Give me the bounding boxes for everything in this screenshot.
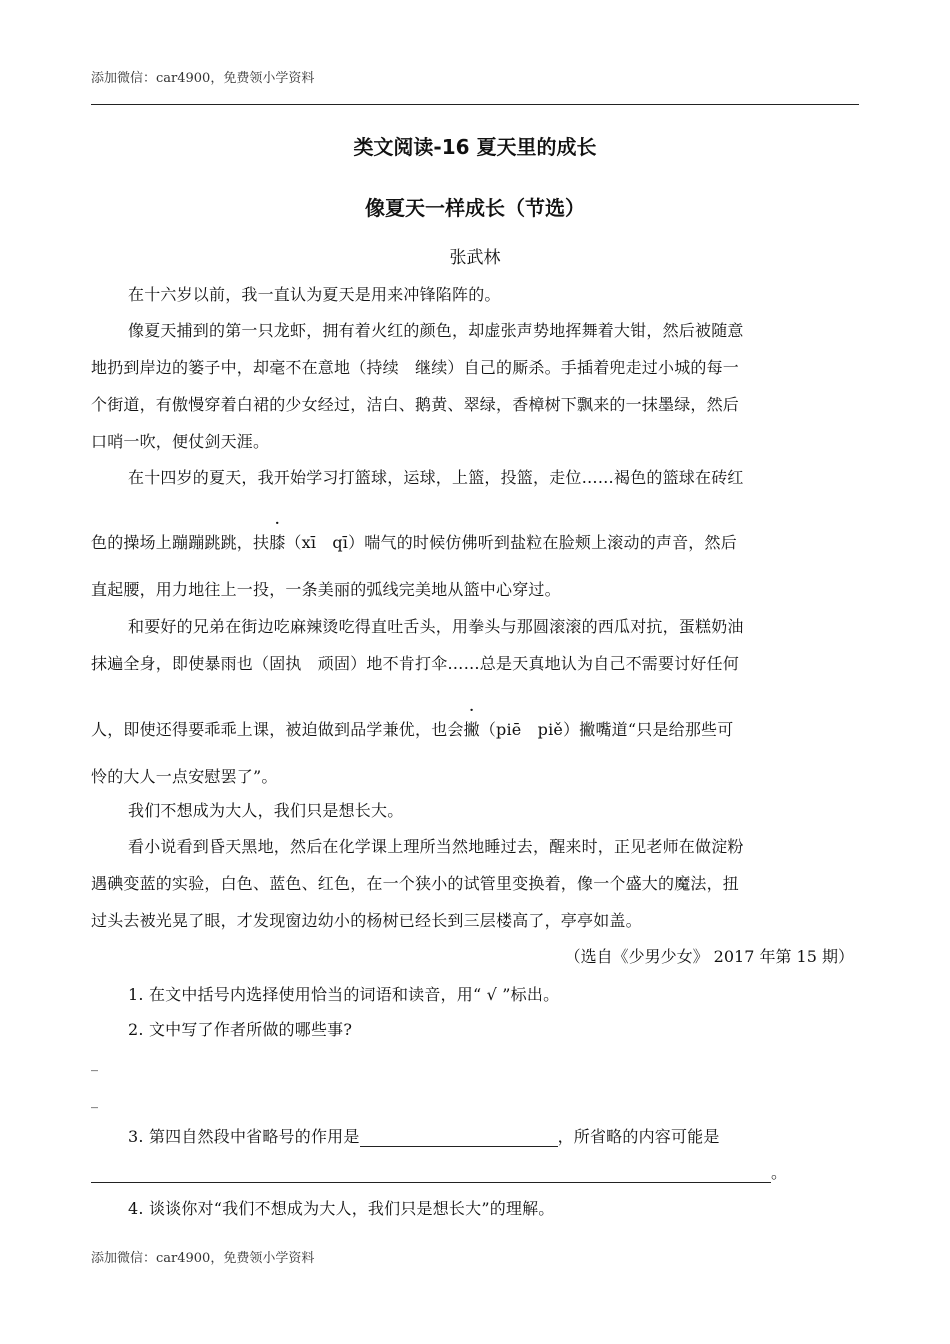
question-4: 4. 谈谈你对“我们不想成为大人，我们只是想长大”的理解。 [128,1199,555,1218]
answer-line[interactable]: _ [91,1093,98,1109]
paragraph-line [91,530,737,553]
paragraph-line: 直起腰，用力地往上一投，一条美丽的弧线完美地从篮中心穿过。 [91,580,561,599]
paragraph-line: 和要好的兄弟在街边吃麻辣烫吃得直吐舌头，用拳头与那圆滚滚的西瓜对抗，蛋糕奶油 [128,617,744,636]
paragraph-line [91,717,733,740]
text-segment: （xī qī）喘气的时候仿佛听到盐粒在脸颊上滚动的声音，然后 [285,533,737,552]
dotted-character: 膝 [269,533,286,552]
page-title: 类文阅读-16 夏天里的成长 [353,135,597,159]
paragraph-line: 遇碘变蓝的实验，白色、蓝色、红色，在一个狭小的试管里变换着，像一个盛大的魔法，扭 [91,874,740,893]
text-segment: （piē piě）撇嘴道“只是给那些可 [479,720,734,739]
paragraph-line: 怜的大人一点安慰罢了”。 [91,767,278,786]
answer-blank[interactable] [360,1130,558,1147]
paragraph-line: 抹遍全身，即使暴雨也（固执 顽固）地不肯打伞……总是天真地认为自己不需要讨好任何 [91,654,740,673]
paragraph-line: 我们不想成为大人，我们只是想长大。 [128,801,404,820]
page-header: 添加微信：car4900，免费领小学资料 [91,71,315,86]
paragraph-line: 在十四岁的夏天，我开始学习打篮球，运球，上篮，投篮，走位……褐色的篮球在砖红 [128,468,744,487]
text-segment: 色的操场上蹦蹦跳跳，扶 [91,533,270,552]
paragraph-line: 像夏天捕到的第一只龙虾，拥有着火红的颜色，却虚张声势地挥舞着大钳，然后被随意 [128,321,744,340]
answer-line[interactable]: _ [91,1056,98,1072]
question-3 [128,1124,720,1147]
paragraph-line: 看小说看到昏天黑地，然后在化学课上理所当然地睡过去，醒来时，正见老师在做淀粉 [128,837,744,856]
author: 张武林 [449,248,501,268]
question-1: 1. 在文中括号内选择使用恰当的词语和读音，用“ √ ”标出。 [128,985,560,1004]
page-footer: 添加微信：car4900，免费领小学资料 [91,1251,315,1266]
question-2: 2. 文中写了作者所做的哪些事? [128,1020,353,1039]
article-title: 像夏天一样成长（节选） [365,196,585,220]
answer-blank[interactable] [91,1166,771,1183]
paragraph-line: 地扔到岸边的篓子中，却毫不在意地（持续 继续）自己的厮杀。手插着兜走过小城的每一 [91,358,740,377]
header-divider [91,104,859,105]
paragraph-line: 过头去被光晃了眼，才发现窗边幼小的杨树已经长到三层楼高了，亭亭如盖。 [91,911,642,930]
answer-row [91,1160,787,1183]
paragraph-line: 口哨一吹，便仗剑天涯。 [91,432,270,451]
paragraph-line: 在十六岁以前，我一直认为夏天是用来冲锋陷阵的。 [128,285,501,304]
text-segment: 人，即使还得要乖乖上课，被迫做到品学兼优，也会 [91,720,464,739]
source-citation: （选自《少男少女》 2017 年第 15 期） [564,947,854,966]
dotted-character: 撇 [463,720,480,739]
question-3-text: 3. 第四自然段中省略号的作用是 [128,1127,360,1146]
question-3-text-cont: ，所省略的内容可能是 [557,1127,720,1146]
period: 。 [771,1163,788,1182]
paragraph-line: 个街道，有傲慢穿着白裙的少女经过，洁白、鹅黄、翠绿，香樟树下飘来的一抹墨绿，然后 [91,395,740,414]
